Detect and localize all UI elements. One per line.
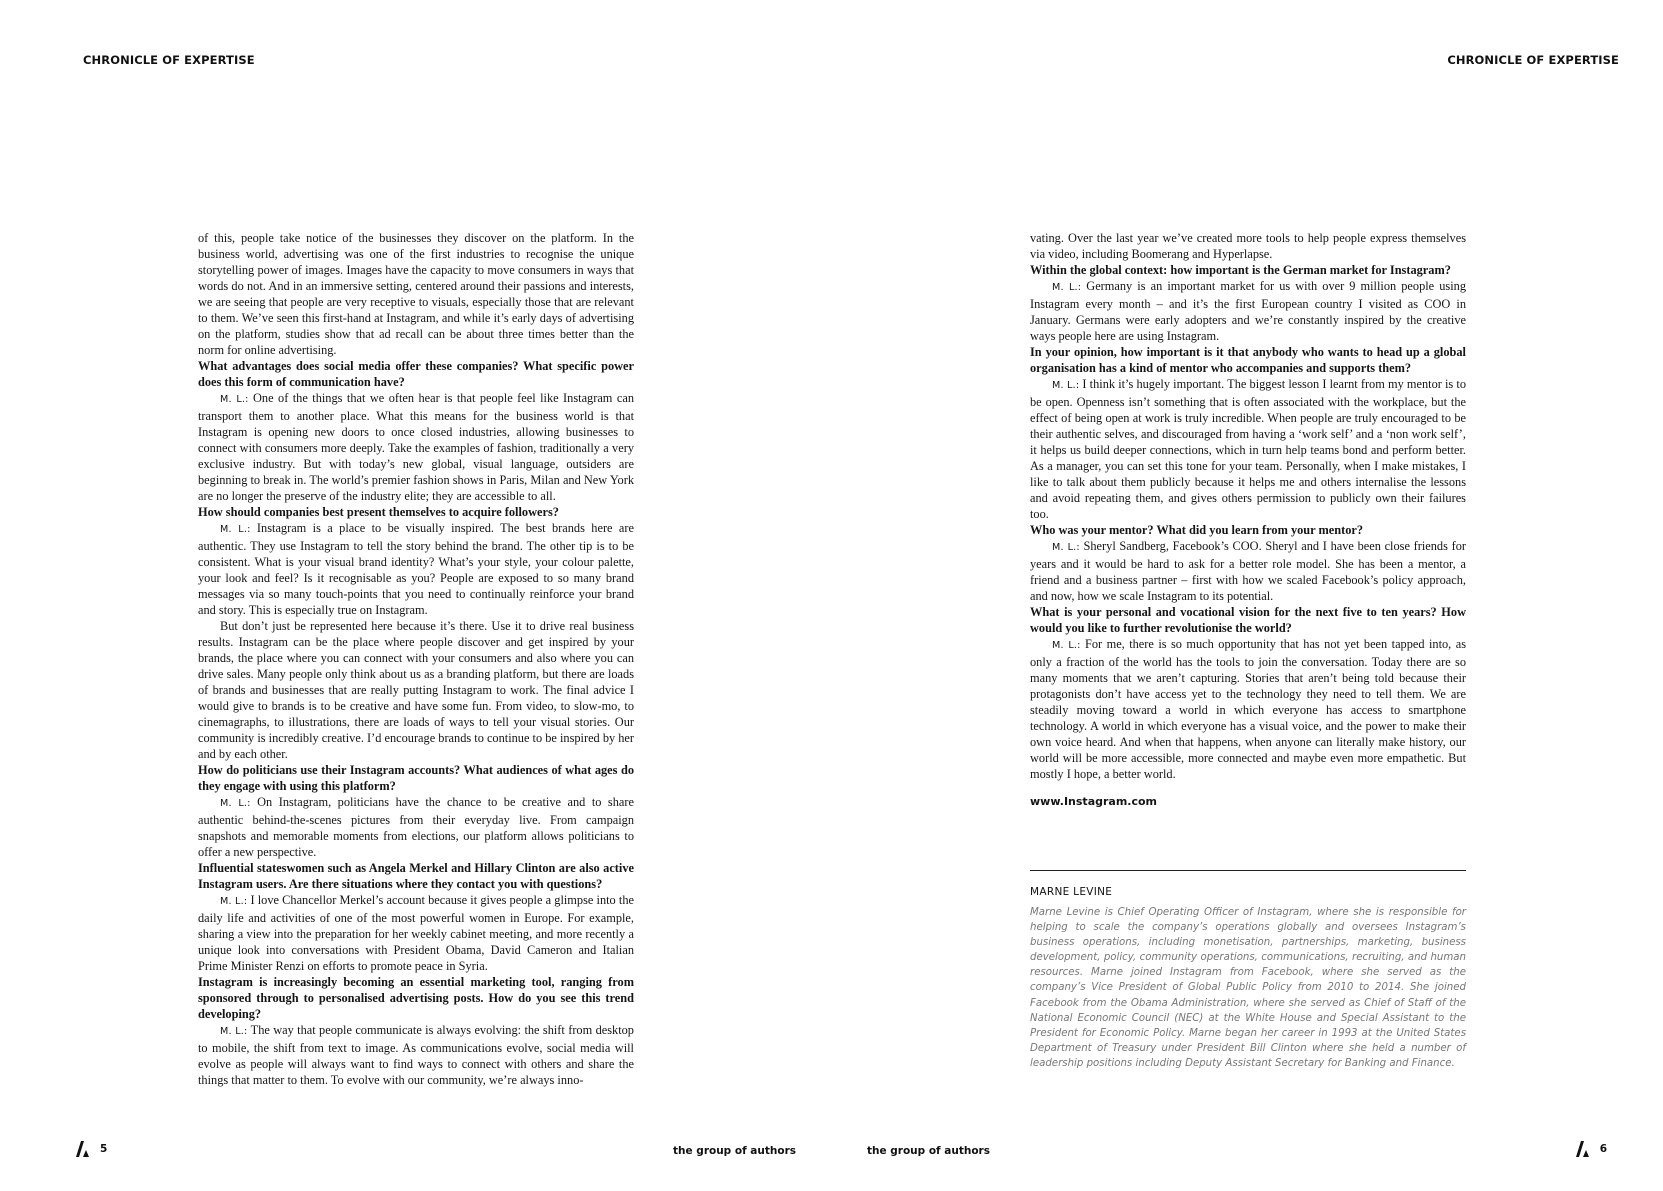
body-paragraph: of this, people take notice of the businesses they discover on the platform. In the business world, advertising was one of the first industries to recognise the unique storytelling power of images. Images have the capacity to move consumers in ways that words do not. And in an immersive setting, centered around their passions and interests, we are seeing that people are very receptive to visuals, especially those that are relevant to them. We’ve seen this first-hand at Instagram, and while it’s early days of advertising on the platform, studies show that ad recall can be about three times better than the norm for online advertising.	[198, 231, 634, 357]
answer-text: Instagram is a place to be visually inspired. The best brands here are authentic. They use Instagram to tell the story behind the brand. The other tip is to be consistent. What is your visual brand identity? What’s your style, your colour palette, your look and feel? Is it recognisable as you? People are exposed to so many brand messages via so many touch-points that you need to continually reinforce your brand and story. This is especially true on Instagram.	[198, 521, 634, 617]
speaker-label: M. L.:	[1052, 282, 1082, 293]
page-number: 6	[1599, 1143, 1607, 1155]
bio-text: Marne Levine is Chief Operating Officer of Instagram, where she is responsible for helping to scale the company’s operations globally and oversees Instagram’s business operations, including monetisation, partnerships, marketing, business development, policy, community operations, communications, recruiting, and human resources. Marne joined Instagram from Facebook, where she served as the company’s Vice President of Global Public Policy from 2010 to 2014. She joined Facebook from the Obama Administration, where she served as Chief of Staff of the National Economic Council (NEC) at the White House and Special Assistant to the President for Economic Policy. Marne began her career in 1993 at the United States Department of Treasury under President Bill Clinton where she held a number of leadership positions including Deputy Assistant Secretary for Banking and Finance.	[1030, 907, 1466, 1069]
interview-answer	[1030, 376, 1466, 522]
interview-answer	[198, 892, 634, 974]
article-blocks	[1030, 230, 1466, 782]
interview-answer	[198, 520, 634, 618]
speaker-label: M. L.:	[220, 394, 249, 405]
speaker-label: M. L.:	[1052, 380, 1080, 391]
speaker-label: M. L.:	[1052, 640, 1081, 651]
running-header: CHRONICLE OF EXPERTISE	[1447, 53, 1619, 67]
answer-text: For me, there is so much opportunity that has not yet been tapped into, as only a fraction of the world has the tools to join the conversation. Today there are so many moments that we aren’t capturing. Stories that aren’t being told because their protagonists don’t have access yet to the technology they need to tell them. We are steadily moving toward a world in which everyone has access to smartphone technology. A world in which everyone has a visual voice, and the power to make their own voice heard. And when that happens, when anyone can literally make history, our world will be more accessible, more connected and maybe even more empathetic. But mostly I hope, a better world.	[1030, 637, 1466, 781]
speaker-label: M. L.:	[220, 798, 251, 809]
footer-author-label: the group of authors	[867, 1145, 990, 1157]
speaker-label: M. L.:	[220, 896, 248, 907]
page-footer-mark	[1576, 1141, 1607, 1157]
bio-divider	[1030, 870, 1466, 871]
answer-text: One of the things that we often hear is that people feel like Instagram can transport them to another place. What this means for the business world is that Instagram is opening new doors to once closed industries, allowing businesses to connect with consumers more deeply. Take the examples of fashion, traditionally a very exclusive industry. But with today’s new global, visual language, outsiders are beginning to break in. The world’s premier fashion shows in Paris, Milan and New York are no longer the preserve of the industry elite; they are accessible to all.	[198, 391, 634, 503]
body-paragraph: But don’t just be represented here because it’s there. Use it to drive real business results. Instagram can be the place where people discover and get inspired by your brands, the place where you can connect with your consumers and also where you can drive sales. Many people only think about us as a branding platform, but there are loads of brands and businesses that are really putting Instagram to work. The final advice I would give to brands is to be creative and have some fun. From video, to slow-mo, to cinemagraphs, to illustrations, there are loads of ways to tell your visual stories. Our community is incredibly creative. I’d encourage brands to continue to be inspired by her and by each other.	[198, 619, 635, 761]
speaker-label: M. L.:	[1052, 542, 1080, 553]
interview-answer	[1030, 278, 1466, 344]
answer-text: I love Chancellor Merkel’s account because it gives people a glimpse into the daily life and activities of one of the most powerful women in Europe. For example, sharing a view into the preparation for her weekly cabinet meeting, and more recently a unique look into conversations with President Obama, David Cameron and Italian Prime Minister Renzi on efforts to promote peace in Syria.	[198, 893, 634, 973]
page-footer-mark	[76, 1141, 107, 1157]
answer-text: Germany is an important market for us with over 9 million people using Instagram every month – and it’s the first European country I visited as COO in January. Germans were early adopters and we’re constantly inspired by the creative ways people here are using Instagram.	[1030, 279, 1466, 343]
interview-question: What is your personal and vocational vision for the next five to ten years? How would you like to further revolutionise the world?	[1030, 605, 1466, 635]
interview-question: What advantages does social media offer these companies? What specific power does this form of communication have?	[198, 359, 634, 389]
interview-answer	[1030, 636, 1466, 782]
footer-author-label: the group of authors	[673, 1145, 796, 1157]
body-paragraph: vating. Over the last year we’ve created more tools to help people express themselves via video, including Boomerang and Hyperlapse.	[1030, 231, 1466, 261]
speaker-label: M. L.:	[220, 524, 251, 535]
answer-text: I think it’s hugely important. The biggest lesson I learnt from my mentor is to be open. Openness isn’t something that is often associated with the workplace, but the effect of being open at work is truly incredible. When people are truly encouraged to be their authentic selves, and discouraged from having a ‘work self’ and a ‘non work self’, it helps us build deeper connections, which in turn help teams bond and perform better. As a manager, you can set this tone for your team. Personally, when I make mistakes, I like to talk about them publicly because it helps me and others internalise the lessons and avoid repeating them, and gives others permission to publicly own their failures too.	[1030, 377, 1466, 521]
interview-question: Who was your mentor? What did you learn from your mentor?	[1030, 523, 1364, 537]
interview-question: Instagram is increasingly becoming an essential marketing tool, ranging from sponsored through to personalised advertising posts. How do you see this trend developing?	[198, 975, 634, 1021]
interview-question: Influential stateswomen such as Angela Merkel and Hillary Clinton are also active Instagram users. Are there situations where they contact you with questions?	[198, 861, 634, 891]
page-number: 5	[100, 1143, 108, 1155]
website-link[interactable]: www.Instagram.com	[1030, 795, 1158, 808]
answer-text: On Instagram, politicians have the chance to be creative and to share authentic behind-the-scenes pictures from their everyday live. From campaign snapshots and memorable moments from elections, our platform allows politicians to offer a new perspective.	[198, 795, 634, 859]
right-page	[832, 0, 1663, 1191]
running-header: CHRONICLE OF EXPERTISE	[83, 53, 255, 67]
bio-name: MARNE LEVINE	[1030, 886, 1113, 898]
interview-answer	[198, 1022, 634, 1088]
left-page	[0, 0, 831, 1191]
answer-text: The way that people communicate is always evolving: the shift from desktop to mobile, the shift from text to image. As communications evolve, social media will evolve as people will always want to find ways to connect with others and share the things that matter to them. To evolve with our community, we’re always inno-	[198, 1023, 634, 1087]
interview-question: In your opinion, how important is it that anybody who wants to head up a global organisation has a kind of mentor who accompanies and supports them?	[1030, 345, 1466, 375]
speaker-label: M. L.:	[220, 1026, 248, 1037]
interview-question: Within the global context: how important is the German market for Instagram?	[1030, 263, 1451, 277]
interview-question: How do politicians use their Instagram accounts? What audiences of what ages do they engage with using this platform?	[198, 763, 634, 793]
answer-text: Sheryl Sandberg, Facebook’s COO. Sheryl and I have been close friends for years and it would be hard to ask for a better role model. She has been a mentor, a friend and a business partner – first with how we scaled Facebook’s policy approach, and now, how we scale Instagram to its potential.	[1030, 539, 1466, 603]
interview-answer	[198, 390, 634, 504]
interview-answer	[1030, 538, 1466, 604]
author-bio	[1030, 870, 1466, 1071]
slash-logo-icon	[1576, 1141, 1590, 1157]
article-column	[198, 230, 634, 1088]
interview-question: How should companies best present themselves to acquire followers?	[198, 505, 559, 519]
slash-logo-icon	[76, 1141, 90, 1157]
article-column	[1030, 230, 1466, 810]
interview-answer	[198, 794, 634, 860]
